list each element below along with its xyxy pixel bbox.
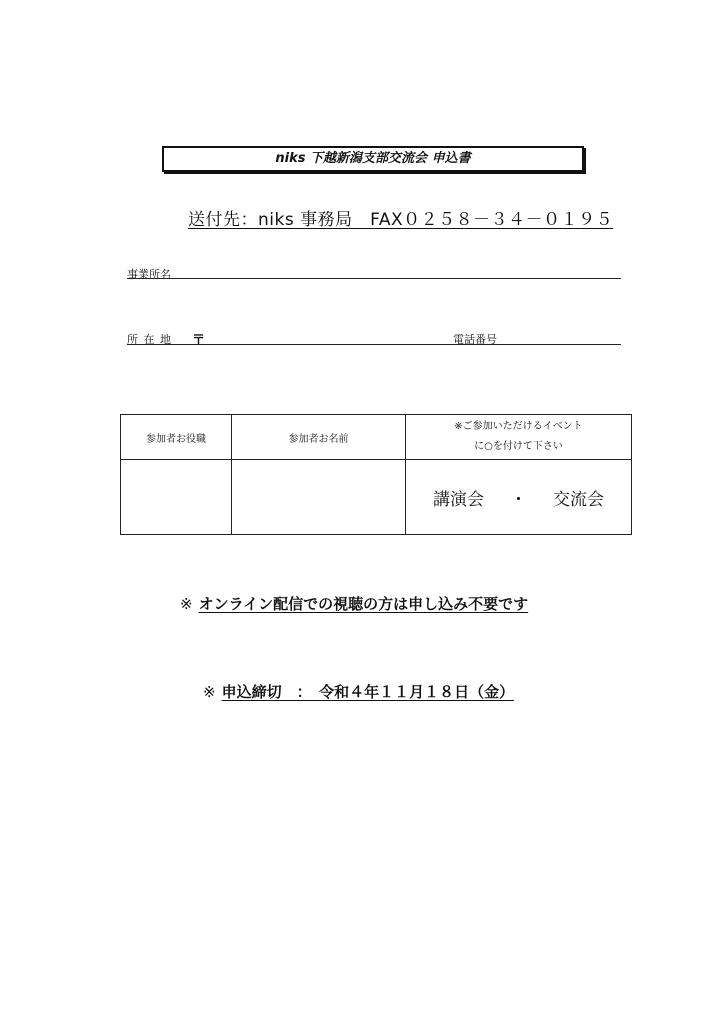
event-social[interactable]: 交流会 <box>553 489 604 510</box>
phone-label: 電話番号 <box>453 333 497 346</box>
event-choice-cell[interactable] <box>406 460 632 535</box>
event-options <box>433 490 604 510</box>
table-header-row <box>121 415 632 460</box>
online-note-mark: ※ <box>180 595 193 613</box>
company-name-field[interactable] <box>127 264 621 279</box>
header-event <box>406 415 632 460</box>
company-name-label: 事業所名 <box>127 268 171 281</box>
postal-mark: 〒 <box>192 333 206 348</box>
table-row <box>121 460 632 535</box>
position-cell[interactable] <box>121 460 232 535</box>
send-to-text: 送付先：niks 事務局 FAX０２５８－３４－０１９５ <box>188 210 614 230</box>
header-position: 参加者お役職 <box>121 415 232 460</box>
participant-table <box>120 414 632 535</box>
address-phone-field[interactable] <box>127 330 621 345</box>
name-cell[interactable] <box>232 460 406 535</box>
address-label: 所 在 地 <box>127 333 172 346</box>
online-note <box>180 593 528 614</box>
form-title: niks 下越新潟支部交流会 申込書 <box>162 146 584 172</box>
online-note-text: オンライン配信での視聴の方は申し込み不要です <box>198 595 529 613</box>
deadline-note-mark: ※ <box>203 683 216 701</box>
header-event-line2: に○を付けて下さい <box>474 441 563 452</box>
header-event-line1: ※ご参加いただけるイベント <box>454 421 583 432</box>
deadline-note-text: 申込締切 ： 令和４年１１月１８日（金） <box>221 683 515 701</box>
event-lecture[interactable]: 講演会 <box>433 489 484 510</box>
send-to-line <box>188 205 613 230</box>
deadline-note <box>203 681 514 702</box>
event-separator: ・ <box>510 489 527 510</box>
header-name: 参加者お名前 <box>232 415 406 460</box>
